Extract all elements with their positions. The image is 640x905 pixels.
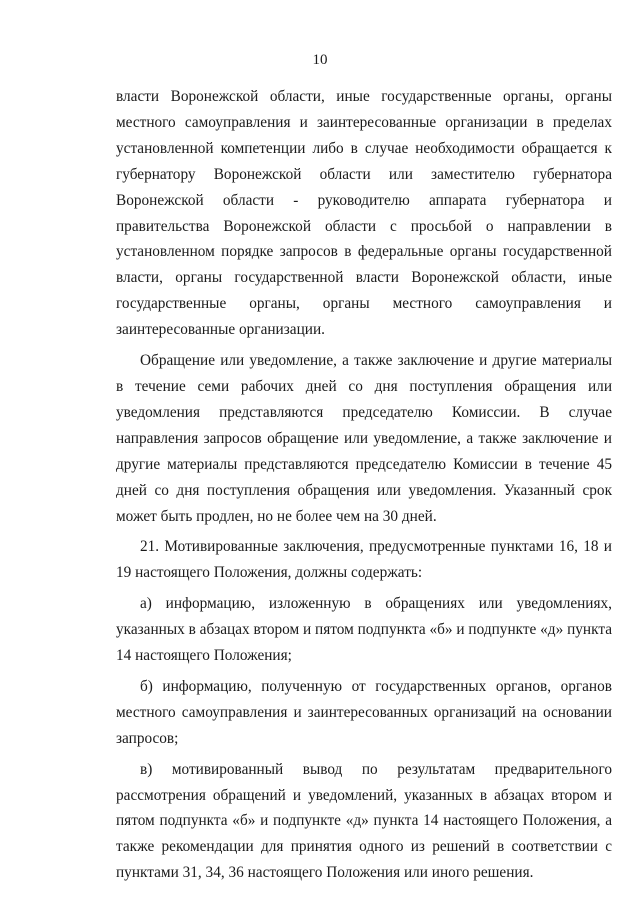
paragraph-continuation: власти Воронежской области, иные государственные органы, органы местного самоуправления и заинтересованные организации в пределах установленной компетенции либо в случае необходимости обращается к губернатору Воронежской области или заместителю губернатора Воронежской области - руководителю аппарата губернатора и правительства Воронежской области с просьбой о направлении в установленном порядке запросов в федеральные органы государственной власти, органы государственной власти Воронежской области, иные государственные органы, органы местного самоуправления и заинтересованные организации.	[116, 88, 612, 339]
list-item-a: а) информацию, изложенную в обращениях или уведомлениях, указанных в абзацах втором и пятом подпункта «б» и подпункте «д» пункта 14 настоящего Положения;	[116, 595, 612, 665]
list-item-b: б) информацию, полученную от государственных органов, органов местного самоуправления и заинтересованных организаций на основании запросов;	[116, 677, 612, 747]
paragraph-item-21: 21. Мотивированные заключения, предусмотренные пунктами 16, 18 и 19 настоящего Положения, должны содержать:	[116, 538, 612, 582]
paragraph-appeal-review: Обращение или уведомление, а также заключение и другие материалы в течение семи рабочих дней со дня поступления обращения или уведомления представляются председателю Комиссии. В случае направления запросов обращение или уведомление, а также заключение и другие материалы представляются председателю Комиссии в течение 45 дней со дня поступления обращения или уведомления. Указанный срок может быть продлен, но не более чем на 30 дней.	[116, 352, 612, 525]
list-item-v: в) мотивированный вывод по результатам предварительного рассмотрения обращений и уведомлений, указанных в абзацах втором и пятом подпункта «б» и подпункте «д» пункта 14 настоящего Положения, а также рекомендации для принятия одного из решений в соответствии с пунктами 31, 34, 36 настоящего Положения или иного решения.	[116, 760, 612, 882]
document-body	[116, 84, 612, 886]
page-number: 10	[312, 52, 328, 68]
